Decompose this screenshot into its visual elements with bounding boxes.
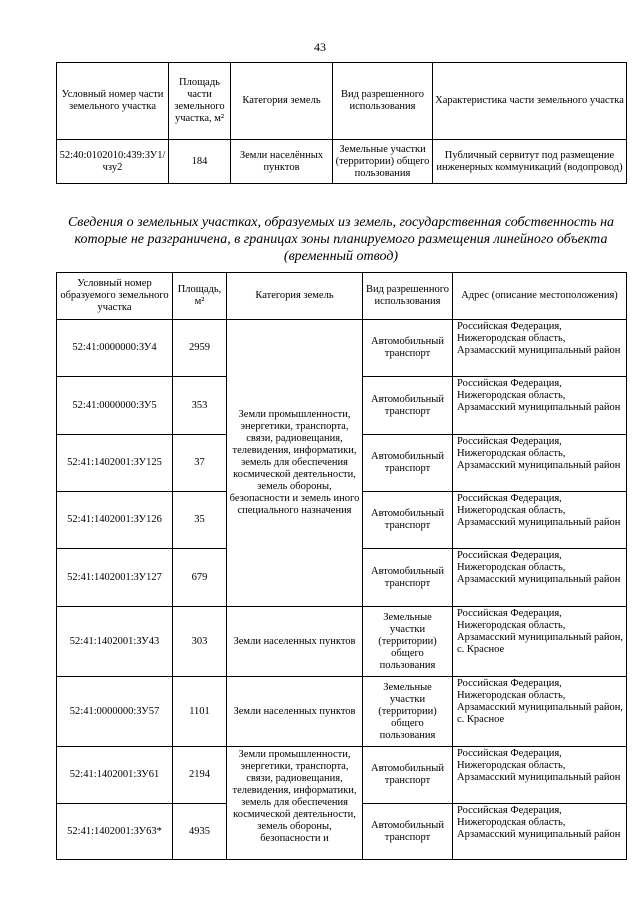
- cell-area: 4935: [173, 804, 227, 860]
- cell-address: Российская Федерация, Нижегородская область, Арзамасский муниципальный район: [453, 549, 627, 607]
- cell-plot-number: 52:41:1402001:ЗУ61: [57, 747, 173, 804]
- cell-plot-number: 52:41:0000000:ЗУ5: [57, 377, 173, 435]
- cell-permitted-use: Автомобильный транспорт: [363, 549, 453, 607]
- land-plots-table: [56, 272, 627, 860]
- cell-permitted-use: Автомобильный транспорт: [363, 492, 453, 549]
- cell-area: 679: [173, 549, 227, 607]
- cell-category: Земли населенных пунктов: [227, 607, 363, 677]
- col-header-characteristic: Характеристика части земельного участка: [433, 63, 627, 140]
- cell-area: 2194: [173, 747, 227, 804]
- cell-area: 303: [173, 607, 227, 677]
- col-header-permitted-use: Вид разрешенного использования: [363, 273, 453, 320]
- cell-permitted-use: Автомобильный транспорт: [363, 320, 453, 377]
- table-row: [57, 140, 627, 184]
- cell-characteristic: Публичный сервитут под размещение инженерных коммуникаций (водопровод): [433, 140, 627, 184]
- cell-plot-number: 52:41:1402001:ЗУ126: [57, 492, 173, 549]
- table-row: [57, 607, 627, 677]
- servitude-table: [56, 62, 627, 184]
- cell-category-group: Земли промышленности, энергетики, транспорта, связи, радиовещания, телевидения, информатики, земель для обеспечения космической деятельности, земель обороны, безопасности и земель иного специального назначения: [227, 320, 363, 607]
- cell-category: Земли населенных пунктов: [227, 677, 363, 747]
- cell-address: Российская Федерация, Нижегородская область, Арзамасский муниципальный район: [453, 435, 627, 492]
- col-header-plot-number: Условный номер образуемого земельного участка: [57, 273, 173, 320]
- cell-address: Российская Федерация, Нижегородская область, Арзамасский муниципальный район: [453, 320, 627, 377]
- cell-plot-number: 52:41:0000000:ЗУ4: [57, 320, 173, 377]
- cell-permitted-use: Автомобильный транспорт: [363, 377, 453, 435]
- cell-plot-number: 52:41:1402001:ЗУ43: [57, 607, 173, 677]
- table-row: [57, 677, 627, 747]
- col-header-category: Категория земель: [227, 273, 363, 320]
- cell-permitted-use: Земельные участки (территории) общего пользования: [333, 140, 433, 184]
- table-header-row: [57, 63, 627, 140]
- cell-permitted-use: Автомобильный транспорт: [363, 435, 453, 492]
- cell-part-number: 52:40:0102010:439:ЗУ1/чзу2: [57, 140, 169, 184]
- cell-area: 353: [173, 377, 227, 435]
- table-header-row: [57, 273, 627, 320]
- cell-area: 2959: [173, 320, 227, 377]
- cell-plot-number: 52:41:1402001:ЗУ127: [57, 549, 173, 607]
- cell-permitted-use: Автомобильный транспорт: [363, 747, 453, 804]
- cell-address: Российская Федерация, Нижегородская область, Арзамасский муниципальный район, с. Красное: [453, 677, 627, 747]
- cell-address: Российская Федерация, Нижегородская область, Арзамасский муниципальный район: [453, 377, 627, 435]
- cell-address: Российская Федерация, Нижегородская область, Арзамасский муниципальный район: [453, 747, 627, 804]
- cell-plot-number: 52:41:0000000:ЗУ57: [57, 677, 173, 747]
- cell-plot-number: 52:41:1402001:ЗУ125: [57, 435, 173, 492]
- cell-part-area: 184: [169, 140, 231, 184]
- col-header-part-area: Площадь части земельного участка, м²: [169, 63, 231, 140]
- cell-category-group: Земли промышленности, энергетики, транспорта, связи, радиовещания, телевидения, информатики, земель для обеспечения космической деятельности, земель обороны, безопасности и: [227, 747, 363, 860]
- col-header-category: Категория земель: [231, 63, 333, 140]
- cell-category: Земли населённых пунктов: [231, 140, 333, 184]
- cell-area: 35: [173, 492, 227, 549]
- table-row: [57, 747, 627, 804]
- col-header-address: Адрес (описание местоположения): [453, 273, 627, 320]
- col-header-area: Площадь, м²: [173, 273, 227, 320]
- section-caption: Сведения о земельных участках, образуемых из земель, государственная собственность на которые не разграничена, в границах зоны планируемого размещения линейного объекта (временный отвод): [67, 215, 615, 264]
- cell-address: Российская Федерация, Нижегородская область, Арзамасский муниципальный район: [453, 492, 627, 549]
- cell-permitted-use: Автомобильный транспорт: [363, 804, 453, 860]
- cell-plot-number: 52:41:1402001:ЗУ63*: [57, 804, 173, 860]
- cell-address: Российская Федерация, Нижегородская область, Арзамасский муниципальный район, с. Красное: [453, 607, 627, 677]
- cell-permitted-use: Земельные участки (территории) общего пользования: [363, 607, 453, 677]
- page-number: 43: [314, 40, 326, 54]
- cell-address: Российская Федерация, Нижегородская область, Арзамасский муниципальный район: [453, 804, 627, 860]
- col-header-part-number: Условный номер части земельного участка: [57, 63, 169, 140]
- col-header-permitted-use: Вид разрешенного использования: [333, 63, 433, 140]
- cell-permitted-use: Земельные участки (территории) общего пользования: [363, 677, 453, 747]
- cell-area: 37: [173, 435, 227, 492]
- table-row: [57, 320, 627, 377]
- cell-area: 1101: [173, 677, 227, 747]
